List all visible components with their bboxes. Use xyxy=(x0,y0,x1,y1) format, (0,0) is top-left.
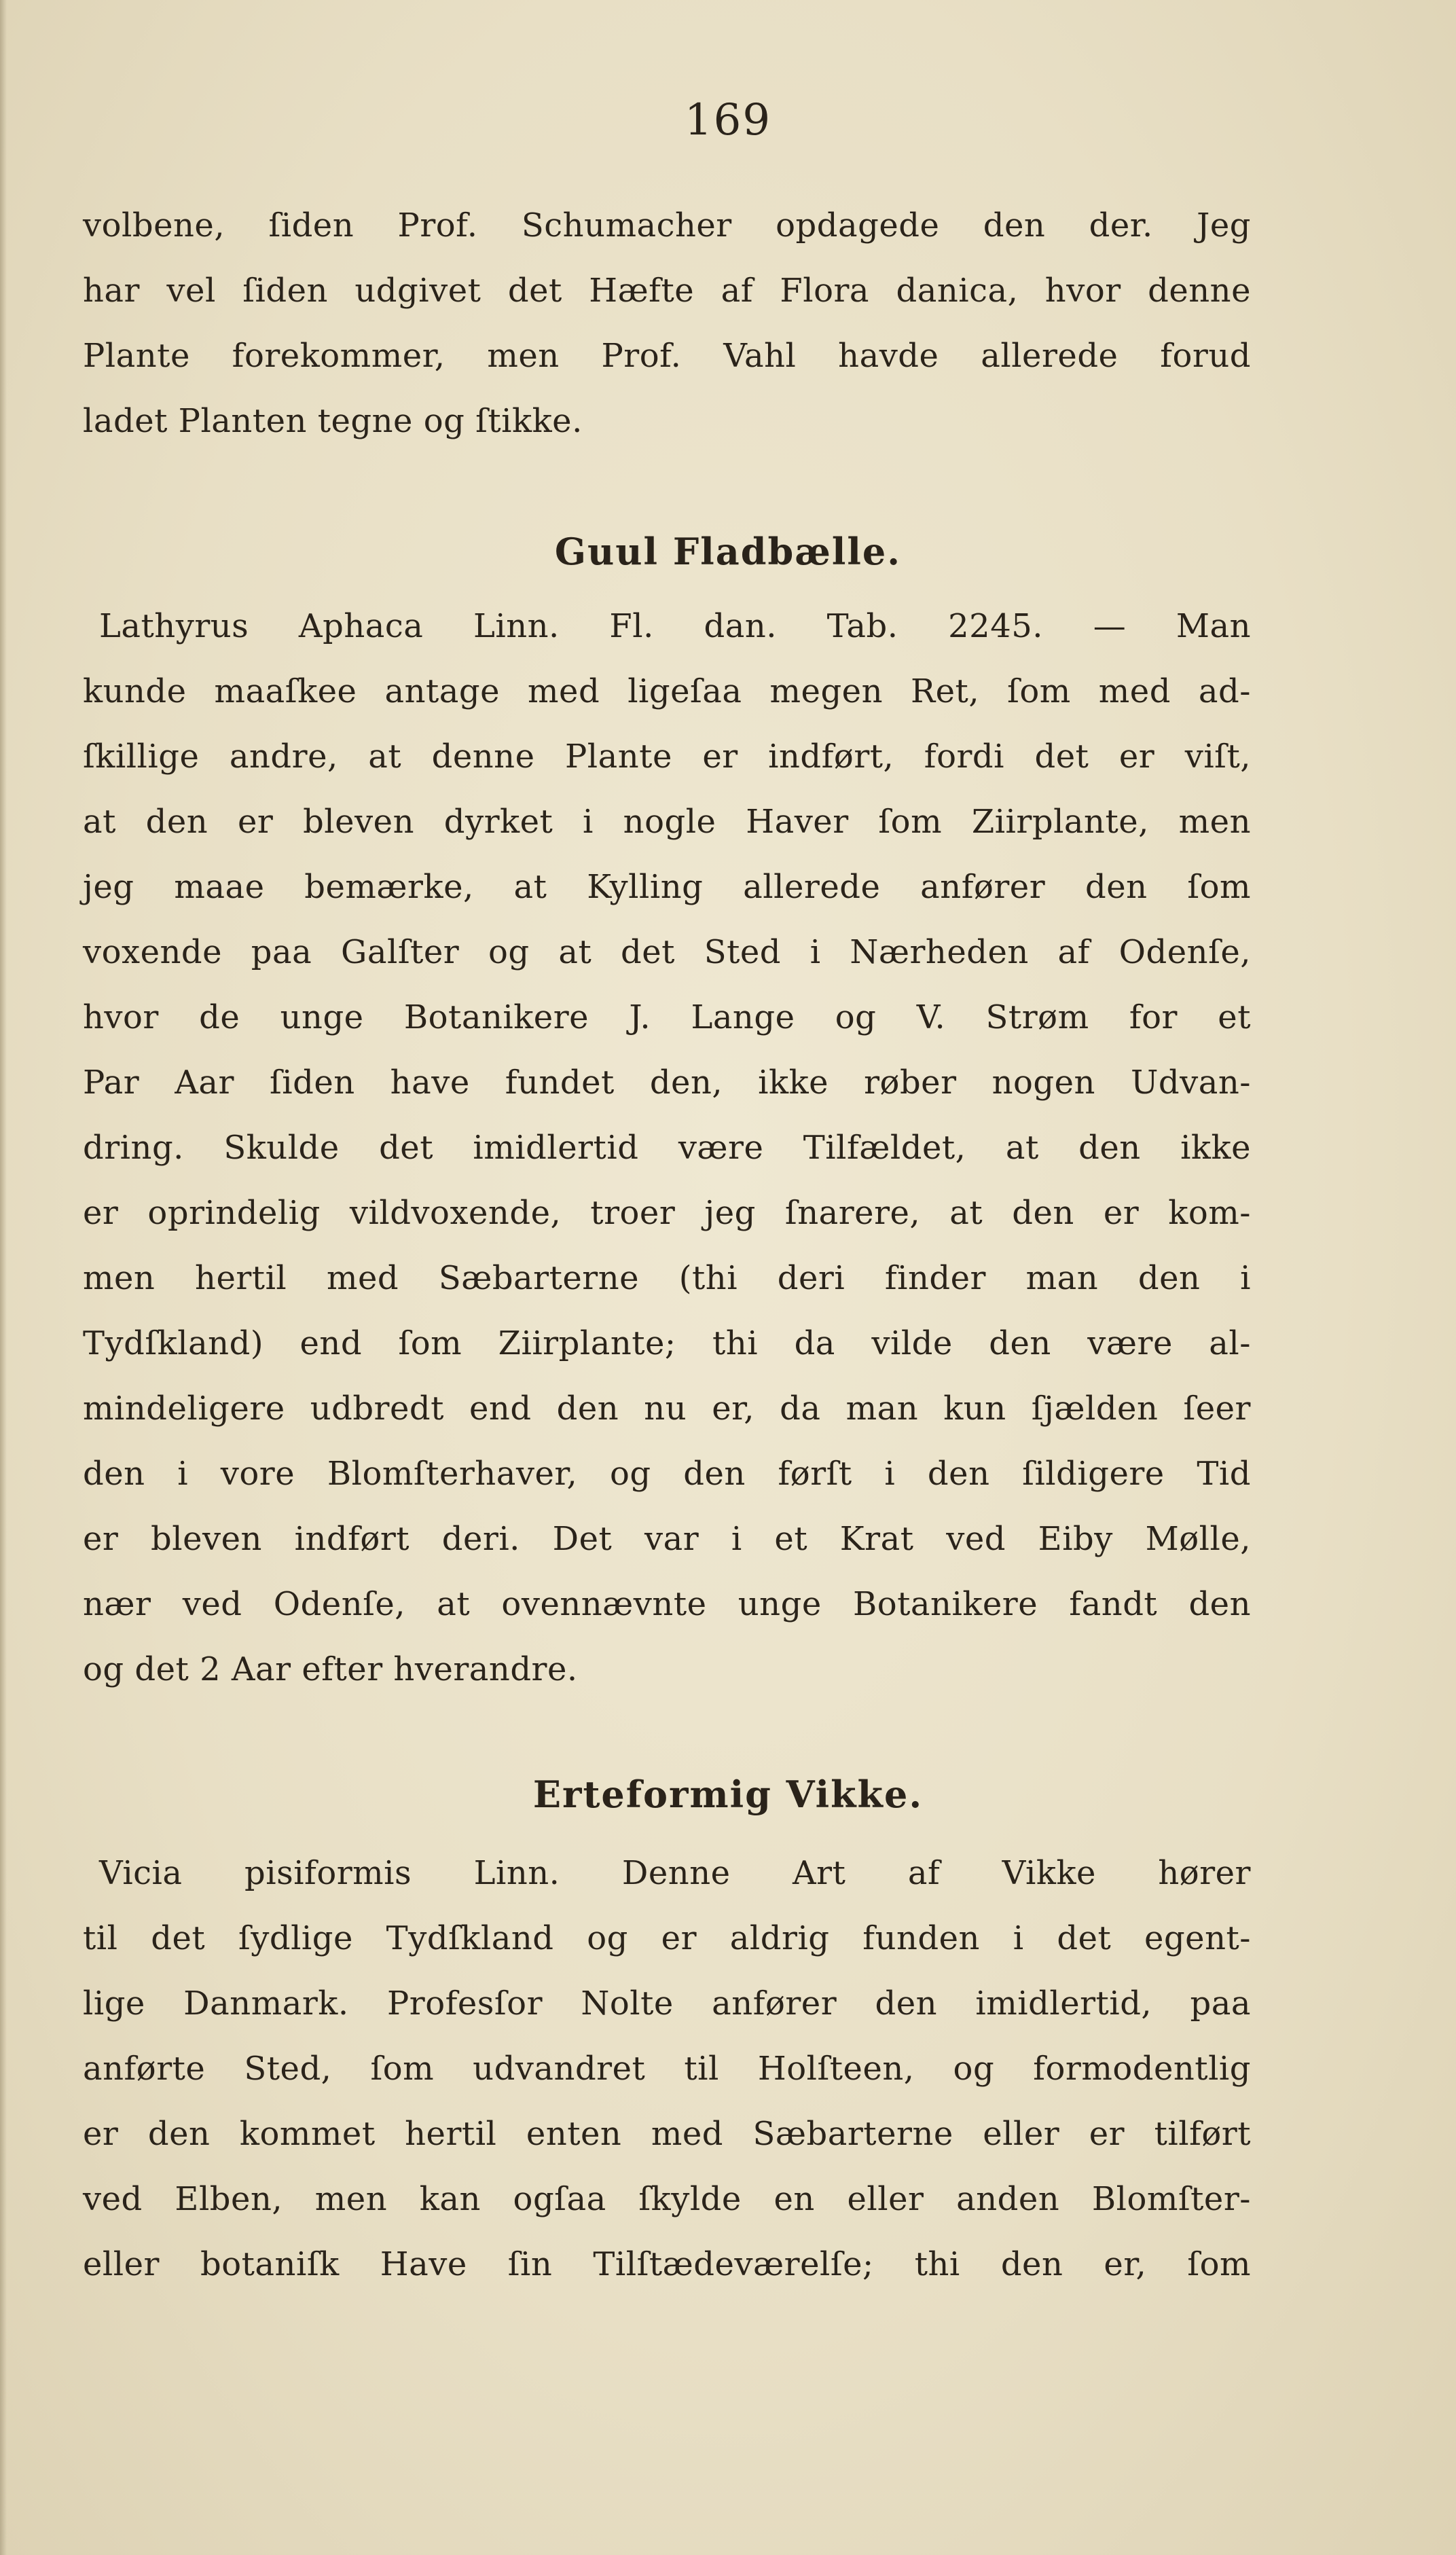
section-heading-lathyrus: Guul Fladbælle. xyxy=(554,530,902,573)
text-line: er bleven indført deri. Det var i et Krat ved Eiby Mølle, xyxy=(83,1520,1251,1558)
text-line: nær ved Odenſe, at ovennævnte unge Botanikere fandt den xyxy=(83,1585,1251,1623)
text-line: kunde maaſkee antage med ligeſaa megen Ret, ſom med ad- xyxy=(83,672,1251,710)
text-line: til det ſydlige Tydſkland og er aldrig funden i det egent- xyxy=(83,1919,1251,1957)
text-line: Par Aar ſiden have fundet den, ikke røber nogen Udvan- xyxy=(83,1064,1251,1102)
text-line: ved Elben, men kan ogſaa ſkylde en eller anden Blomſter- xyxy=(83,2180,1251,2218)
paragraph-lathyrus xyxy=(83,594,1251,1702)
paragraph-vicia xyxy=(83,1841,1251,2297)
text-line: jeg maae bemærke, at Kylling allerede anfører den ſom xyxy=(83,868,1251,906)
text-line: er oprindelig vildvoxende, troer jeg ſnarere, at den er kom- xyxy=(83,1194,1251,1232)
text-line: ſkillige andre, at denne Plante er indført, fordi det er viſt, xyxy=(83,738,1251,776)
text-line: og det 2 Aar efter hverandre. xyxy=(83,1650,578,1688)
text-line: dring. Skulde det imidlertid være Tilfældet, at den ikke xyxy=(83,1129,1251,1167)
text-line: lige Danmark. Profesſor Nolte anfører den imidlertid, paa xyxy=(83,1985,1251,2023)
text-line: Vicia pisiformis Linn. Denne Art af Vikke hører xyxy=(99,1854,1251,1892)
text-line: mindeligere udbredt end den nu er, da man kun ſjælden ſeer xyxy=(83,1390,1251,1428)
text-line: voxende paa Galſter og at det Sted i Nærheden af Odenſe, xyxy=(83,933,1251,971)
text-line: har vel ſiden udgivet det Hæfte af Flora danica, hvor denne xyxy=(83,272,1251,310)
page-number: 169 xyxy=(684,95,772,145)
text-line: hvor de unge Botanikere J. Lange og V. Strøm for et xyxy=(83,998,1251,1036)
text-line: den i vore Blomſterhaver, og den førſt i den ſildigere Tid xyxy=(83,1455,1251,1493)
text-line: anførte Sted, ſom udvandret til Holſteen, og formodentlig xyxy=(83,2050,1251,2088)
text-line: at den er bleven dyrket i nogle Haver ſom Ziirplante, men xyxy=(83,803,1251,841)
page-gutter-shadow xyxy=(0,0,7,2555)
text-line: ladet Planten tegne og ſtikke. xyxy=(83,402,583,440)
text-line: er den kommet hertil enten med Sæbarterne eller er tilført xyxy=(83,2115,1251,2153)
paragraph-continued xyxy=(83,193,1251,454)
text-line: Plante forekommer, men Prof. Vahl havde allerede forud xyxy=(83,337,1251,375)
section-heading-vicia: Erteformig Vikke. xyxy=(532,1773,924,1816)
text-line: Lathyrus Aphaca Linn. Fl. dan. Tab. 2245. — Man xyxy=(99,607,1251,645)
text-line: volbene, ſiden Prof. Schumacher opdagede den der. Jeg xyxy=(83,206,1251,244)
text-line: Tydſkland) end ſom Ziirplante; thi da vilde den være al- xyxy=(83,1324,1251,1362)
text-line: men hertil med Sæbarterne (thi deri finder man den i xyxy=(83,1259,1251,1297)
text-line: eller botaniſk Have ſin Tilſtædeværelſe; thi den er, ſom xyxy=(83,2245,1251,2283)
